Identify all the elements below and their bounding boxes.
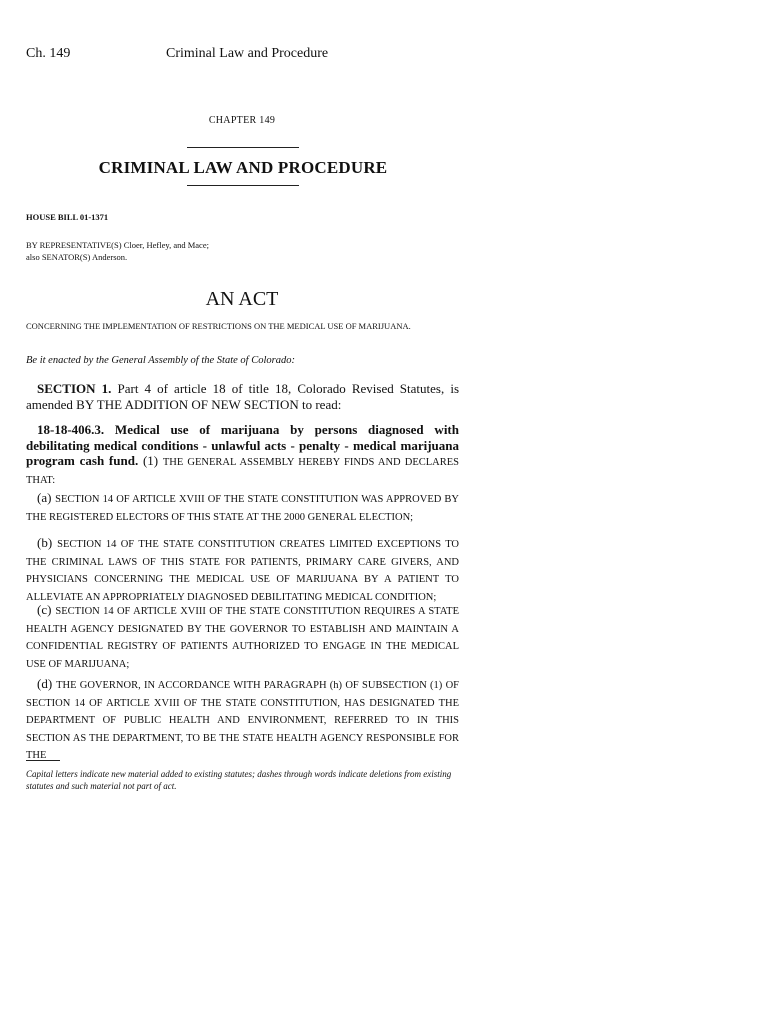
sponsors bbox=[26, 239, 209, 263]
bill-number: HOUSE BILL 01-1371 bbox=[26, 212, 109, 222]
footnote: Capital letters indicate new material added to existing statutes; dashes through words indicate deletions from existing statutes and such material not part of act. bbox=[26, 769, 452, 791]
section-1 bbox=[26, 381, 459, 412]
concerning-clause: CONCERNING THE IMPLEMENTATION OF RESTRICTIONS ON THE MEDICAL USE OF MARIJUANA. bbox=[26, 321, 411, 331]
paragraph-d bbox=[26, 676, 459, 764]
section-1-label: SECTION 1. bbox=[37, 381, 112, 396]
chapter-label: CHAPTER 149 bbox=[208, 115, 276, 126]
paragraph-a-label: (a) bbox=[37, 490, 52, 505]
paragraph-b bbox=[26, 535, 459, 605]
paragraph-c-label: (c) bbox=[37, 602, 52, 617]
paragraph-d-label: (d) bbox=[37, 676, 53, 691]
statute-heading: 18-18-406.3. Medical use of marijuana by persons diagnosed with debilitating medical conditions - unlawful acts - penalty - medical marijuana program cash fund. bbox=[26, 422, 459, 468]
running-header: Criminal Law and Procedure bbox=[166, 46, 329, 61]
chapter-reference: Ch. 149 bbox=[26, 46, 71, 61]
sponsors-representatives: BY REPRESENTATIVE(S) Cloer, Hefley, and Mace; bbox=[26, 240, 209, 250]
paragraph-a bbox=[26, 490, 459, 525]
subsection-1-text: THE GENERAL ASSEMBLY HEREBY FINDS AND DECLARES THAT: bbox=[26, 457, 459, 486]
paragraph-b-text: SECTION 14 OF THE STATE CONSTITUTION CREATES LIMITED EXCEPTIONS TO THE CRIMINAL LAWS OF THIS STATE FOR PATIENTS, PRIMARY CARE GIVERS, AND PHYSICIANS CONCERNING THE MEDICAL USE OF MARIJUANA BY A PATIENT TO ALLEVIATE AN APPROPRIATELY DIAGNOSED DEBILITATING MEDICAL CONDITION; bbox=[26, 539, 460, 603]
divider-rule bbox=[187, 147, 299, 148]
act-heading: AN ACT bbox=[205, 288, 279, 310]
sponsors-senators: also SENATOR(S) Anderson. bbox=[26, 252, 128, 262]
enacting-clause: Be it enacted by the General Assembly of the State of Colorado: bbox=[26, 355, 295, 366]
paragraph-c bbox=[26, 602, 459, 672]
paragraph-b-label: (b) bbox=[37, 535, 53, 550]
footnote-rule bbox=[26, 760, 60, 761]
statute-heading-paragraph bbox=[26, 422, 459, 488]
section-1-text: Part 4 of article 18 of title 18, Colorado Revised Statutes, is amended BY THE ADDITION OF NEW SECTION to read: bbox=[26, 381, 459, 412]
paragraph-c-text: SECTION 14 OF ARTICLE XVIII OF THE STATE CONSTITUTION REQUIRES A STATE HEALTH AGENCY DESIGNATED BY THE GOVERNOR TO ESTABLISH AND MAINTAIN A CONFIDENTIAL REGISTRY OF PATIENTS AUTHORIZED TO ENGAGE IN THE MEDICAL USE OF MARIJUANA; bbox=[26, 606, 460, 670]
subsection-1-number: (1) bbox=[142, 453, 159, 468]
divider-rule bbox=[187, 185, 299, 186]
page-title: CRIMINAL LAW AND PROCEDURE bbox=[98, 158, 388, 177]
paragraph-d-text: THE GOVERNOR, IN ACCORDANCE WITH PARAGRAPH (h) OF SUBSECTION (1) OF SECTION 14 OF ARTICLE XVIII OF THE STATE CONSTITUTION, HAS DESIGNATED THE DEPARTMENT OF PUBLIC HEALTH AND ENVIRONMENT, REFERRED TO IN THIS SECTION AS THE DEPARTMENT, TO BE THE STATE HEALTH AGENCY RESPONSIBLE FOR THE bbox=[26, 680, 459, 761]
paragraph-a-text: SECTION 14 OF ARTICLE XVIII OF THE STATE CONSTITUTION WAS APPROVED BY THE REGISTERED ELECTORS OF THIS STATE AT THE 2000 GENERAL ELECTION; bbox=[26, 494, 459, 523]
